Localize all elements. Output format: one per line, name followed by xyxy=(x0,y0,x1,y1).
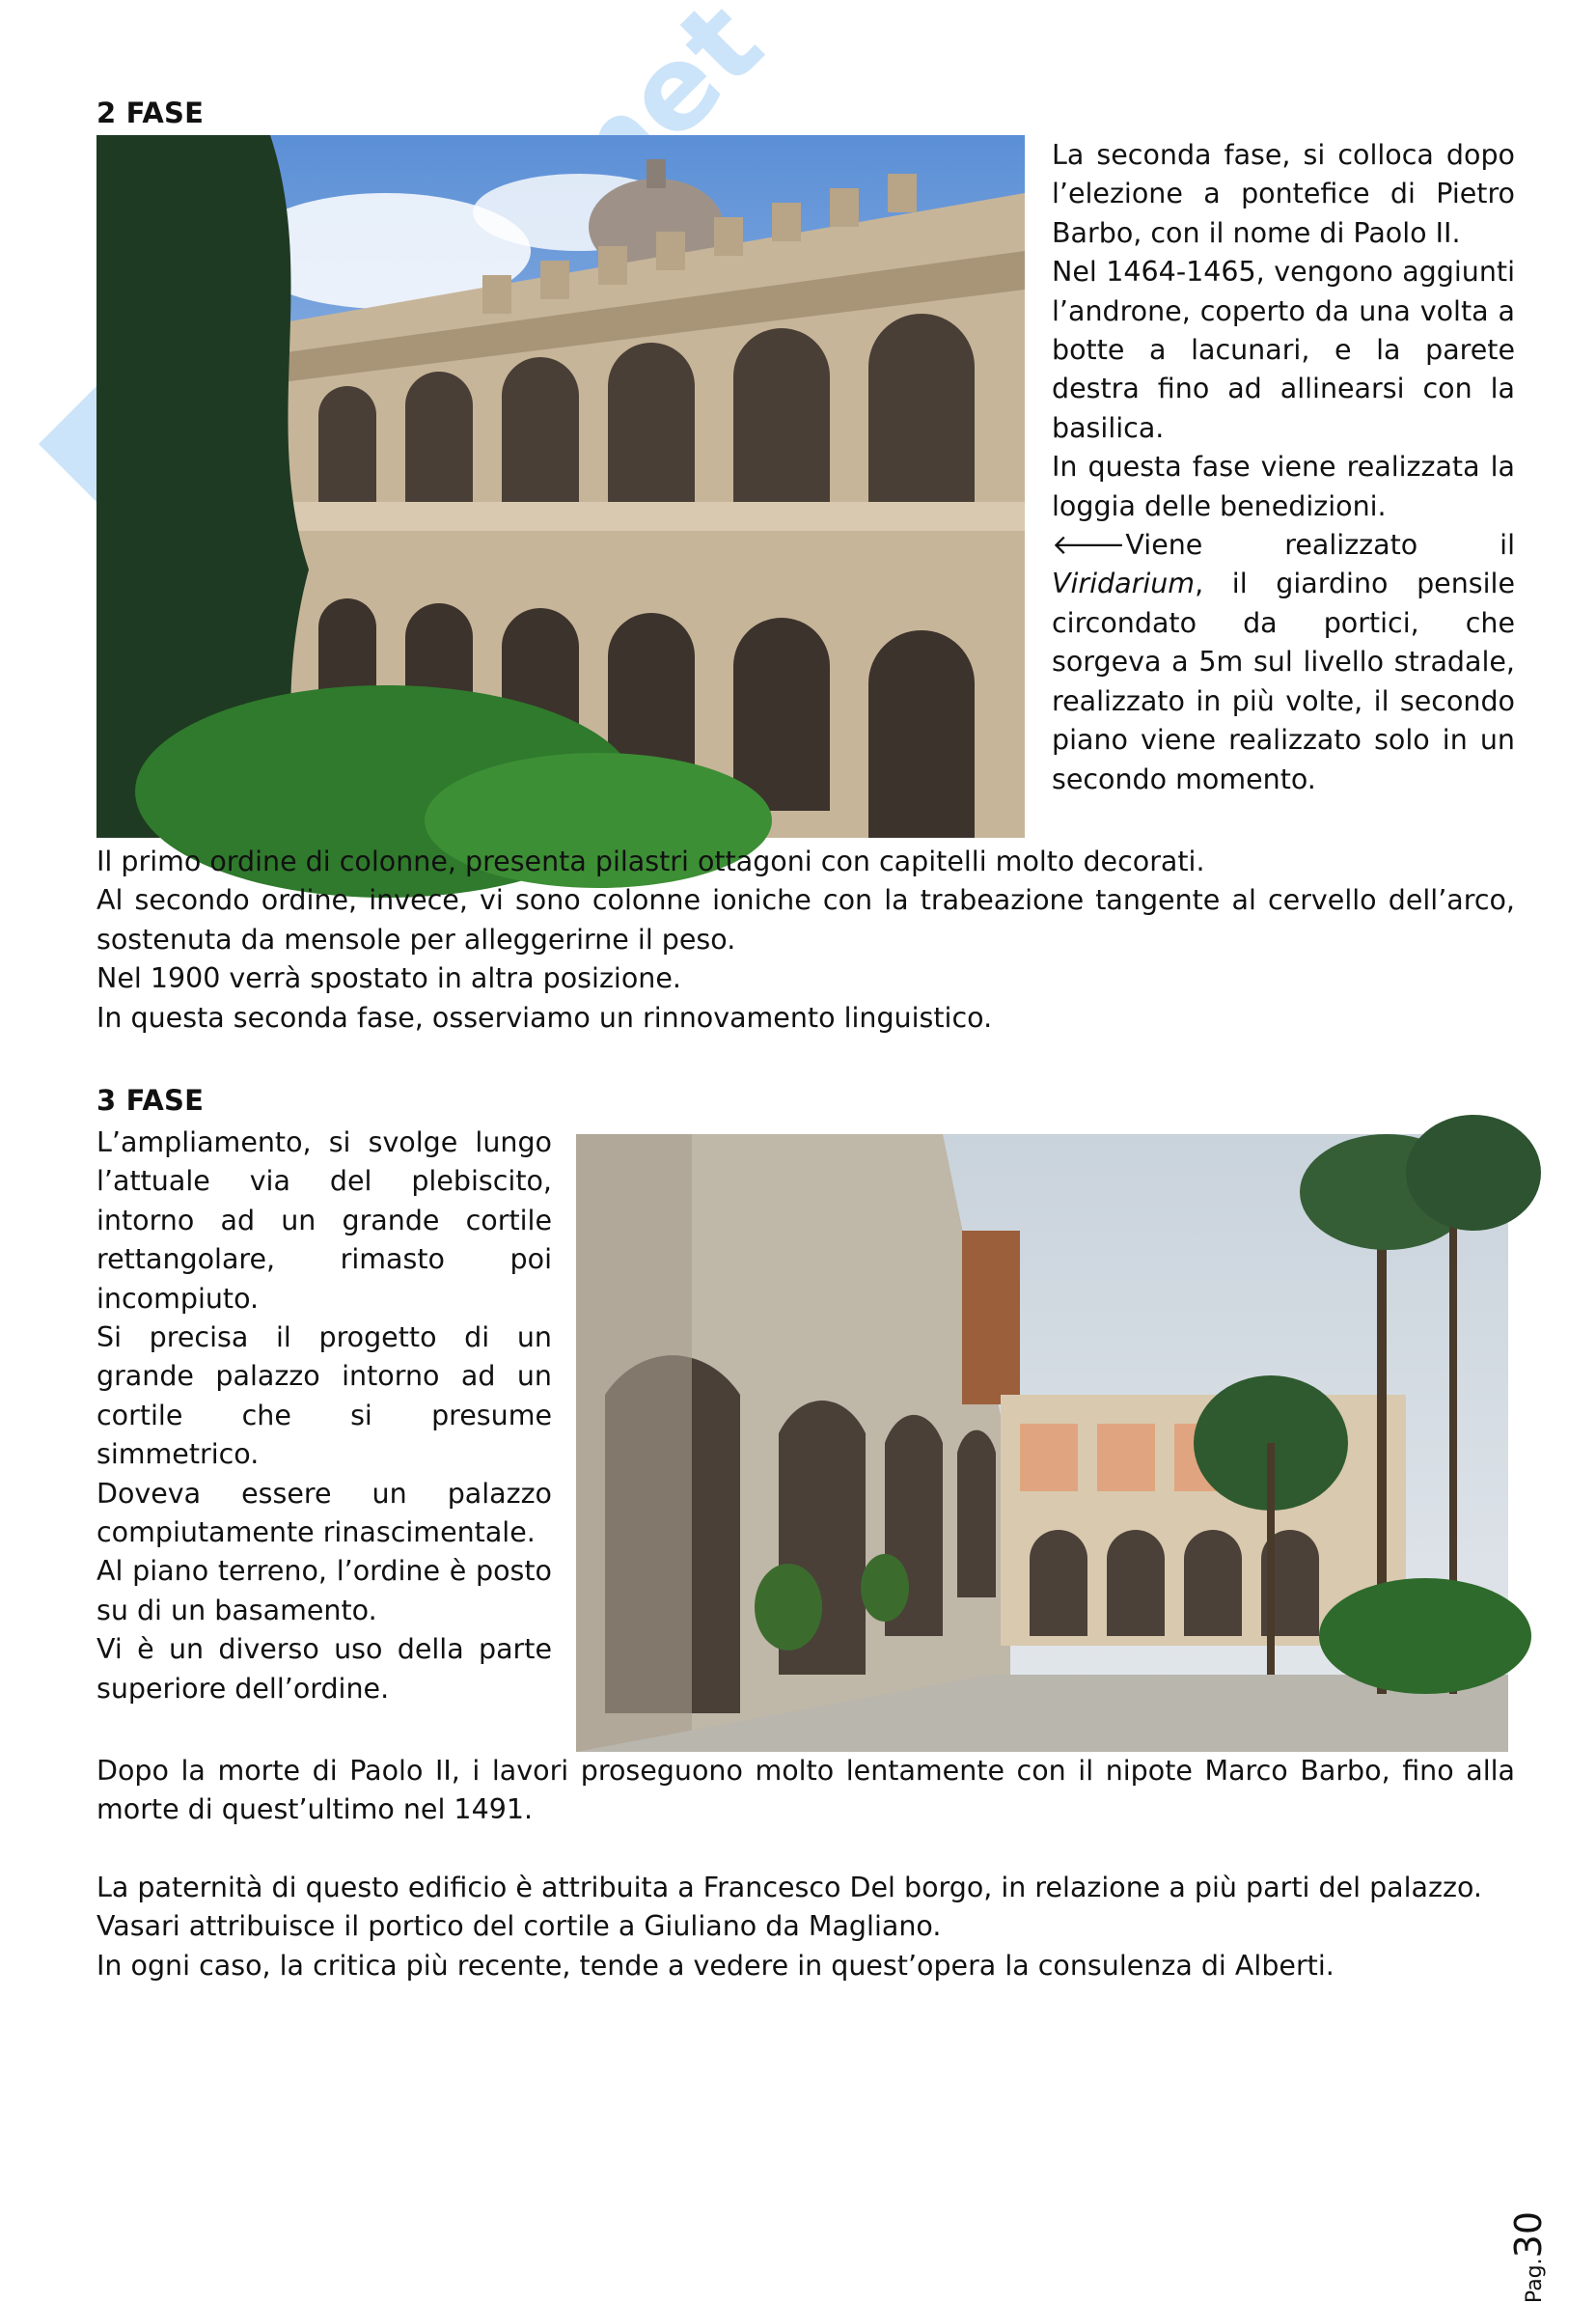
section2-full-para-2: Al secondo ordine, invece, vi sono colonne ioniche con la trabeazione tangente al cervello dell’arco, sostenuta da mensole per alleggerirne il peso. xyxy=(96,884,1515,956)
viridarium-term: Viridarium xyxy=(1052,568,1196,600)
closing-para-1: La paternità di questo edificio è attribuita a Francesco Del borgo, in relazione a più parti del palazzo. xyxy=(96,1872,1482,1903)
section2-full-text xyxy=(96,843,1515,1038)
section2-full-para-1: Il primo ordine di colonne, presenta pilastri ottagoni con capitelli molto decorati. xyxy=(96,846,1205,877)
viridarium-prefix: 🡐Viene realizzato il xyxy=(1052,529,1515,562)
courtyard-portico-photo xyxy=(576,1134,1508,1752)
section2-side-para-3: In questa fase viene realizzata la loggia delle benedizioni. xyxy=(1052,451,1515,522)
section2-full-para-3: Nel 1900 verrà spostato in altra posizione. xyxy=(96,962,681,995)
section3-side-para-3: Doveva essere un palazzo compiutamente rinascimentale. xyxy=(96,1477,552,1549)
section2-side-para-2: Nel 1464-1465, vengono aggiunti l’androne, coperto da una volta a botte a lacunari, e la parete destra fino ad allinearsi con la basilica. xyxy=(1052,256,1515,444)
section3-heading: 3 FASE xyxy=(96,1084,205,1117)
viridarium-rest: , il giardino pensile circondato da portici, che sorgeva a 5m sul livello stradale, realizzato in più volte, il secondo piano viene realizzato solo in un secondo momento. xyxy=(1052,568,1515,795)
section2-full-para-4: In questa seconda fase, osserviamo un rinnovamento linguistico. xyxy=(96,1001,993,1034)
closing-para-3: In ogni caso, la critica più recente, tende a vedere in quest’opera la consulenza di Alberti. xyxy=(96,1949,1335,1982)
page-number-value: 30 xyxy=(1507,2211,1550,2259)
section2-side-para-1: La seconda fase, si colloca dopo l’elezione a pontefice di Pietro Barbo, con il nome di Paolo II. xyxy=(1052,139,1515,249)
page-prefix: Pag. xyxy=(1523,2258,1547,2303)
courtyard-loggia-photo xyxy=(96,135,1025,838)
section3-side-text xyxy=(96,1124,552,1708)
section2-side-text xyxy=(1052,136,1515,799)
section3-side-para-1: L’ampliamento, si svolge lungo l’attuale via del plebiscito, intorno ad un grande cortile rettangolare, rimasto poi incompiuto. xyxy=(96,1126,552,1315)
section3-side-para-5: Vi è un diverso uso della parte superiore dell’ordine. xyxy=(96,1633,552,1705)
section3-full-para-1: Dopo la morte di Paolo II, i lavori proseguono molto lentamente con il nipote Marco Barbo, fino alla morte di quest’ultimo nel 1491. xyxy=(96,1755,1515,1826)
section2-heading: 2 FASE xyxy=(96,97,205,129)
section2-viridarium-para xyxy=(1052,526,1515,799)
section3-side-para-4: Al piano terreno, l’ordine è posto su di un basamento. xyxy=(96,1555,552,1626)
closing-text xyxy=(96,1869,1515,1985)
section3-side-para-2: Si precisa il progetto di un grande palazzo intorno ad un cortile che si presume simmetrico. xyxy=(96,1321,552,1471)
page-number xyxy=(1507,2211,1550,2303)
section3-full-text xyxy=(96,1752,1515,1830)
closing-para-2: Vasari attribuisce il portico del cortile a Giuliano da Magliano. xyxy=(96,1910,942,1943)
